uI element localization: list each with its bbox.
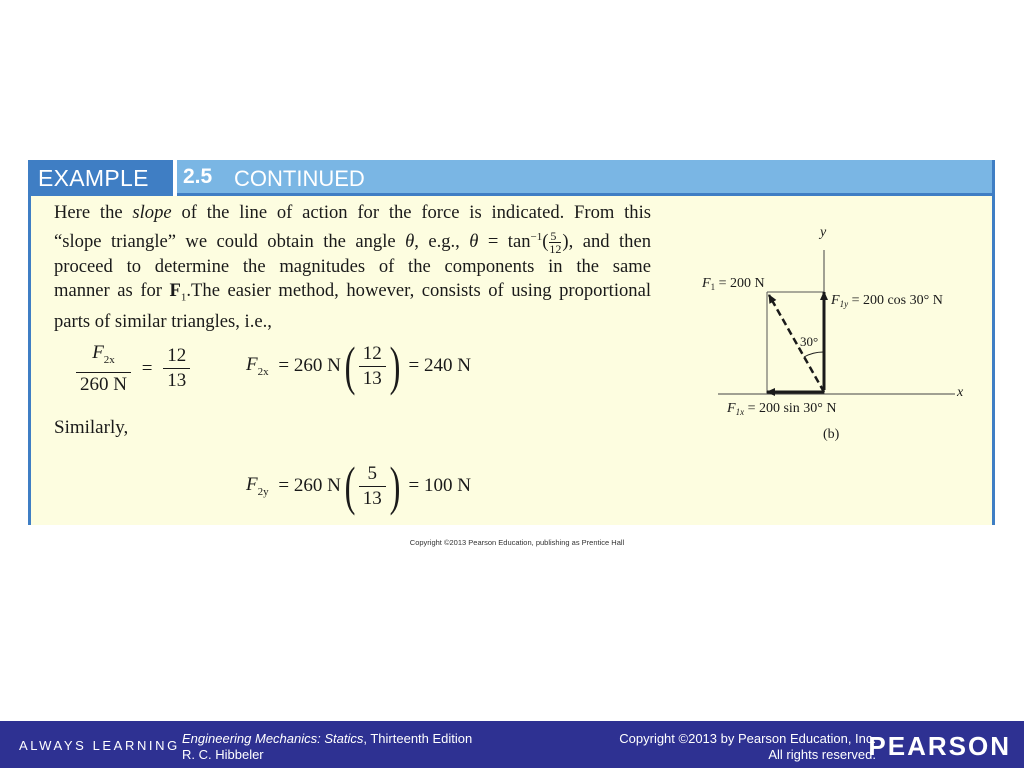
footer-copyright: Copyright ©2013 by Pearson Education, Inc. All rights reserved.	[619, 731, 876, 762]
footer-bar	[0, 721, 1024, 768]
force-component-diagram	[690, 220, 990, 450]
ratio-left-fraction: $\frac{F_{2x}}{260 N}$	[76, 341, 131, 397]
book-info	[182, 731, 472, 763]
paragraph-line-4: manner as for $F_1.The$ easier method, however, consists of using proportional	[54, 280, 652, 305]
figure-caption: (b)	[823, 427, 840, 442]
ratio-equation: $\frac{F_{2x}}{260 N}$ = $\frac{12}{13}$	[76, 341, 190, 397]
paragraph-line-5: parts of similar triangles, i.e.,	[54, 311, 272, 333]
paragraph-line-3: proceed to determine the magnitudes of the components in the same	[54, 256, 651, 278]
y-axis-label: y	[820, 225, 827, 240]
banner-example-label: EXAMPLE	[28, 160, 173, 196]
x-axis-label: x	[957, 385, 964, 400]
example-banner	[31, 160, 992, 196]
banner-separator	[173, 160, 177, 196]
always-learning-tagline: ALWAYS LEARNING	[19, 738, 180, 753]
paragraph-line-1: Here the slope of the line of action for the force is indicated. From this	[54, 202, 651, 223]
inline-fraction: $\frac{5}{12}$	[549, 229, 562, 257]
f2y-fraction: $\frac{5}{13}$	[359, 462, 386, 511]
explanation-paragraph	[54, 201, 651, 334]
figure-credit: Copyright ©2013 Pearson Education, publishing as Prentice Hall	[409, 538, 625, 547]
paragraph-line-2: “slope triangle” we could obtain the angle θ, e.g., $\theta = \tan^{-1}$( $\frac{5}{12}$ ), and then	[54, 229, 652, 257]
f2x-fraction: $\frac{12}{13}$	[359, 342, 386, 391]
f1y-label: $F_{1y} = 200$ cos 30° N	[831, 293, 943, 309]
ratio-right-fraction: $\frac{12}{13}$	[163, 344, 190, 393]
f1-label: $F_1 = 200$ N	[702, 276, 765, 292]
banner-example-number: 2.5	[183, 165, 213, 188]
similarly-label: Similarly,	[54, 417, 129, 438]
angle-arc	[804, 352, 824, 357]
book-author: R. C. Hibbeler	[182, 747, 264, 762]
f1x-label: $F_{1x} = 200$ sin 30° N	[727, 401, 837, 417]
f2y-equation: $F_{2y} = 260$ N( $\frac{5}{13}$ ) = 100 N	[246, 456, 471, 516]
banner-subtitle: CONTINUED	[234, 166, 365, 191]
pearson-logo: PEARSON	[868, 731, 1011, 761]
f2x-equation: $F_{2x} = 260$ N( $\frac{12}{13}$ ) = 240 N	[246, 336, 471, 396]
angle-label: 30°	[800, 334, 819, 349]
book-title-line: Engineering Mechanics: Statics, Thirteenth Edition	[182, 731, 473, 746]
